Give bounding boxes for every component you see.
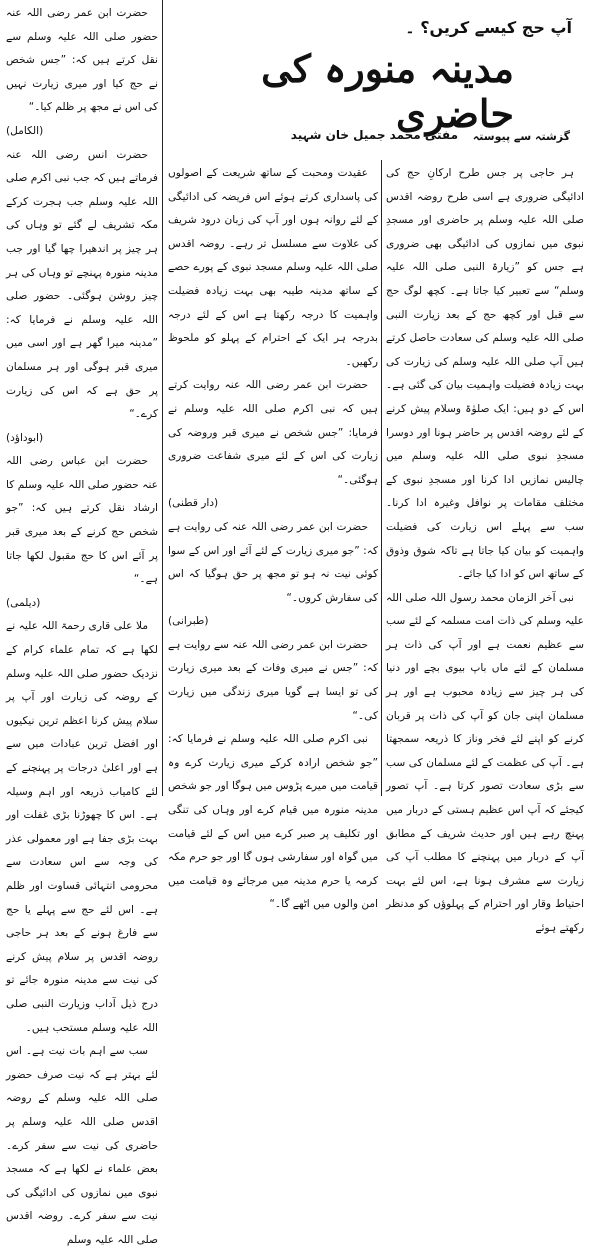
paragraph: حضرت ابن عمر رضی اللہ عنہ روایت کرتے ہیں کہ نبی اکرم صلی اللہ علیہ وسلم نے فرمایا: ”جس شخص نے میری قبر وروضہ کی زیارت کی اس کے لئے میری شفاعت ضروری ہوگئی۔“ — [168, 379, 378, 486]
column-divider — [381, 160, 382, 796]
paragraph: حضرت ابن عمر رضی اللہ عنہ کی روایت ہے کہ: ”جو میری زیارت کے لئے آئے اور اس کے سوا کوئی نیت نہ ہو تو مجھ پر حق ہوگیا کہ اس کی سفارش کروں۔“ — [168, 520, 378, 604]
paragraph: نبی اکرم صلی اللہ علیہ وسلم نے فرمایا کہ: ”جو شخص ارادہ کرکے میری زیارت کرے وہ قیامت میں میرے پڑوس میں ہوگا اور جو شخص مدینہ منورہ میں قیام کرے اور وہاں کی تنگی اور تکلیف پر صبر کرے میں اس کے لئے قیامت میں گواہ اور سفارشی ہوں گا اور جو حرم مکہ کرمہ یا حرم مدینہ میں مرجائے وہ قیامت میں امن والوں میں اٹھے گا۔“ — [168, 733, 378, 911]
column-middle — [168, 160, 378, 911]
citation: (دار قطنی) — [168, 497, 219, 510]
paragraph: حضرت انس رضی اللہ عنہ فرماتے ہیں کہ جب نبی اکرم صلی اللہ علیہ وسلم جب ہجرت کرکے مکہ تشریف لے گئے تو وہاں کی ہر چیز پر اندھیرا چھا گیا اور جب مدینہ منورہ پہنچے تو وہاں کی ہر چیز روشن ہوگئی۔ حضور صلی اللہ علیہ وسلم نے فرمایا کہ: ”مدینہ میرا گھر ہے اور اسی میں میری قبر ہوگی اور ہر مسلمان پر حق ہے کہ اس کی زیارت کرے۔“ — [6, 148, 158, 421]
citation: (ابوداؤد) — [6, 431, 44, 444]
paragraph: حضرت ابن عمر رضی اللہ عنہ حضور صلی اللہ علیہ وسلم سے نقل کرتے ہیں کہ: ”جس شخص نے حج کیا اور میری زیارت نہیں کی اس نے مجھ پر ظلم کیا۔“ — [6, 7, 158, 114]
article-header — [168, 0, 584, 160]
citation: (الکامل) — [6, 124, 44, 137]
paragraph: نبی آخر الزمان محمد رسول اللہ صلی اللہ علیہ وسلم کی ذات امت مسلمہ کے لئے سب سے عظیم نعمت ہے اور آپ کی ذات ہر مسلمان کے لئے ماں باپ بیوی بچے اور دنیا کی ہر چیز سے زیادہ محبوب ہے اور ہر مسلمان اپنی جان کو آپ کی ذات پر قربان کرنے کو اپنے لئے فخر وناز کا ذریعہ سمجھتا ہے۔ آپ کی عظمت کے لئے مسلمان کی سب سے بڑی سعادت تصور کرتا ہے۔ آپ تصور کیجئے کہ آپ اس عظیم ہستی کے دربار میں پہنچ رہے ہیں اور حدیث شریف کے مطابق آپ کے دربار میں پہنچنے کا مطلب آپ کی زیارت سے مشرف ہونا ہے، اس لئے بہت احتیاط وقار اور احترام کے پہلوؤں کو مدنظر رکھتے ہوئے — [386, 591, 584, 934]
paragraph: ہر حاجی پر جس طرح ارکانِ حج کی ادائیگی ضروری ہے اسی طرح روضہ اقدس صلی اللہ علیہ وسلم پر حاضری اور مسجدِ نبوی میں نمازوں کی ادائیگی بھی ضروری ہے جس کو ”زیارۃ النبی صلی اللہ علیہ وسلم“ سے تعبیر کیا جاتا ہے۔ کچھ لوگ حج سے قبل اور کچھ حج کے بعد زیارت النبی صلی اللہ علیہ وسلم کی سعادت حاصل کرتے ہیں آپ صلی اللہ علیہ وسلم کی زیارت کی بہت زیادہ فضیلت واہمیت بیان کی گئی ہے۔ اس کے دو ہیں: ایک صلوٰۃ وسلام پیش کرنے کے لئے روضہ اقدس پر حاضر ہونا اور دوسرا مسجدِ نبوی صلی اللہ علیہ وسلم میں چالیس نمازیں ادا کرنا اور مسجدِ نبوی کے مختلف مقامات پر نوافل وغیرہ ادا کرنا۔ سب سے پہلے اس زیارت کی فضیلت واہمیت کو بیان کیا جاتا ہے تاکہ شوق وذوق کے ساتھ اس کو ادا کیا جائے۔ — [386, 167, 584, 581]
paragraph: عقیدت ومحبت کے ساتھ شریعت کے اصولوں کی پاسداری کرتے ہوئے اس فریضہ کی ادائیگی کے لئے روانہ ہوں اور آپ کی زبان درود شریف کی علاوت سے مسلسل تر رہے۔ روضہ اقدس صلی اللہ علیہ وسلم مسجد نبوی کے پورے حصے کے ساتھ مدینہ طیبہ بھی بہت زیادہ فضیلت واہمیت کا درجہ رکھتا ہے اس کے لئے درجہ بدرجہ ہر ایک کے احترام کے پہلو کو ملحوظ رکھیں۔ — [168, 167, 378, 368]
citation: (طبرانی) — [168, 615, 209, 628]
paragraph: حضرت ابن عمر رضی اللہ عنہ سے روایت ہے کہ: ”جس نے میری وفات کے بعد میری زیارت کی تو ایسا ہے گویا میری زندگی میں زیارت کی۔“ — [168, 638, 378, 722]
paragraph: حضرت ابن عباس رضی اللہ عنہ حضور صلی اللہ علیہ وسلم کا ارشاد نقل کرتے ہیں کہ: ”جو شخص حج کرنے کے بعد میری قبر پر آئے اس کا حج مقبول لکھا جاتا ہے۔“ — [6, 455, 158, 586]
continued-label: گزشتہ سے پیوستہ — [472, 130, 570, 143]
series-kicker: آپ حج کیسے کریں؟ ۔ — [405, 18, 572, 37]
author-byline: مفتی محمد جمیل خان شہید — [290, 128, 458, 142]
citation: (دیلمی) — [6, 596, 41, 609]
article-title: مدینہ منورہ کی حاضری — [261, 46, 514, 136]
column-right — [386, 160, 584, 934]
paragraph: ملا علی قاری رحمۃ اللہ علیہ نے لکھا ہے کہ تمام علماء کرام کے نزدیک حضور صلی اللہ علیہ وسلم کے روضہ کی زیارت اور آپ پر سلام پیش کرنا اعظم ترین نیکیوں اور افضل ترین عبادات میں سے ہے اور اعلیٰ درجات پر پہنچنے کے لئے کامیاب ذریعہ اور اہم وسیلہ ہے۔ اس کا چھوڑنا بڑی غفلت اور بہت بڑی جفا ہے اور معمولی عذر کی وجہ سے اس سعادت سے محرومی انتہائی قساوت اور ظلم ہے۔ اس لئے حج سے پہلے یا حج سے فارغ ہونے کے بعد ہر حاجی روضہ اقدس پر سلام پیش کرنے کی نیت سے مدینہ منورہ جائے تو درج ذیل آداب وزیارت النبی صلی اللہ علیہ وسلم مستحب ہیں۔ — [6, 620, 158, 1034]
paragraph: سب سے اہم بات نیت ہے۔ اس لئے بہتر ہے کہ نیت صرف حضور صلی اللہ علیہ وسلم کے روضہ اقدس صلی اللہ علیہ وسلم پر حاضری کی نیت سے سفر کرے۔ بعض علماء نے لکھا ہے کہ مسجد نبوی میں نمازوں کی ادائیگی کی نیت سے سفر کرے۔ روضہ اقدس صلی اللہ علیہ وسلم — [6, 1045, 158, 1246]
column-divider — [162, 0, 163, 796]
column-left — [6, 0, 158, 1246]
